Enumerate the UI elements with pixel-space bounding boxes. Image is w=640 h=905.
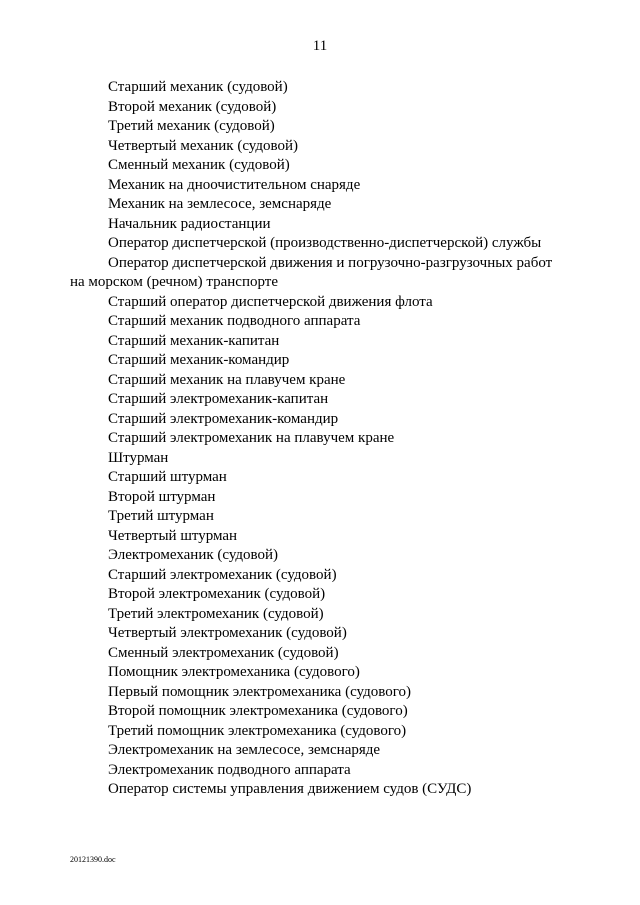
list-item: Электромеханик на землесосе, земснаряде (108, 742, 381, 758)
list-item: Старший механик подводного аппарата (108, 313, 361, 329)
list-item: Механик на землесосе, земснаряде (108, 196, 332, 212)
list-item: Второй штурман (108, 488, 216, 505)
list-item: Третий электромеханик (судовой) (108, 605, 324, 622)
list-item: Второй механик (судовой) (108, 98, 277, 115)
list-item: Старший электромеханик на плавучем кране (108, 430, 395, 446)
list-item: Сменный электромеханик (судовой) (108, 644, 339, 661)
list-item: Старший механик-командир (108, 352, 290, 368)
list-item: Старший электромеханик-капитан (108, 391, 329, 407)
list-item: Четвертый электромеханик (судовой) (108, 625, 347, 641)
page-number: 11 (312, 38, 328, 54)
list-item: Старший оператор диспетчерской движения флота (108, 293, 433, 310)
list-item: Старший электромеханик (судовой) (108, 566, 337, 583)
list-item: Штурман (108, 449, 169, 466)
list-item: Сменный механик (судовой) (108, 157, 290, 173)
occupation-list (70, 78, 570, 800)
list-item: Третий механик (судовой) (108, 118, 275, 134)
list-item: Электромеханик подводного аппарата (108, 761, 351, 778)
list-item: Старший механик-капитан (108, 332, 280, 349)
list-item: Четвертый штурман (108, 527, 238, 544)
list-item: Четвертый механик (судовой) (108, 137, 298, 154)
list-item: Электромеханик (судовой) (108, 547, 279, 563)
list-item: Помощник электромеханика (судового) (108, 664, 360, 680)
document-filename: 20121390.doc (70, 855, 116, 864)
list-item: Второй электромеханик (судовой) (108, 586, 326, 602)
list-item: Второй помощник электромеханика (судового) (108, 703, 408, 719)
list-item: Первый помощник электромеханика (судового) (108, 683, 411, 700)
list-item: Третий штурман (108, 508, 214, 524)
list-item: Третий помощник электромеханика (судового) (108, 722, 407, 739)
list-item: Оператор системы управления движением судов (СУДС) (108, 781, 472, 797)
list-item: Старший механик на плавучем кране (108, 371, 346, 388)
list-item: Начальник радиостанции (108, 215, 271, 232)
list-item: Старший штурман (108, 469, 227, 485)
list-item: Старший механик (судовой) (108, 79, 288, 95)
list-item: Оператор диспетчерской движения и погрузочно-разгрузочных работ на морском (речном) транспорте (70, 254, 553, 290)
list-item: Старший электромеханик-командир (108, 410, 339, 427)
list-item: Механик на дноочистительном снаряде (108, 176, 361, 193)
list-item: Оператор диспетчерской (производственно-диспетчерской) службы (108, 235, 542, 251)
